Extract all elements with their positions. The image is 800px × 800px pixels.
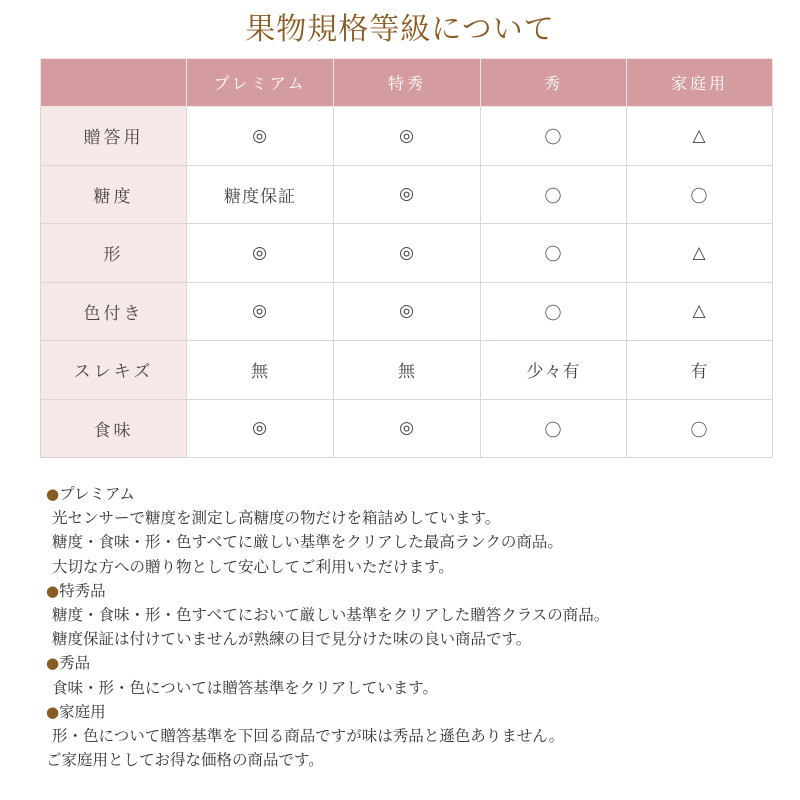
table-cell: 糖度保証 (187, 165, 334, 224)
table-row (41, 165, 773, 224)
table-cell: 無 (334, 341, 481, 400)
bullet-icon: ● (46, 702, 60, 721)
row-label: 色付き (41, 282, 187, 341)
table-cell: △ (627, 107, 773, 166)
table-cell: 〇 (627, 165, 773, 224)
table-cell: ◎ (187, 107, 334, 166)
grade-descriptions (46, 482, 776, 772)
section-title: プレミアム (59, 485, 135, 503)
section-heading-shu (46, 651, 776, 675)
table-cell: 有 (627, 341, 773, 400)
section-title: 特秀品 (59, 581, 106, 600)
bullet-icon: ● (46, 654, 60, 673)
description-line: 食味・形・色については贈答基準をクリアしています。 (52, 678, 438, 697)
description-line: 光センサーで糖度を測定し高糖度の物だけを箱詰めしています。 (52, 509, 501, 528)
column-header-tokushu: 特秀 (334, 59, 481, 107)
column-header-shu: 秀 (481, 59, 627, 107)
table-header-row (41, 59, 773, 107)
table-cell: ◎ (334, 399, 481, 458)
table-cell: ◎ (334, 107, 481, 166)
column-header-premium: プレミアム (187, 59, 334, 107)
table-cell: ◎ (334, 282, 481, 341)
grade-table (40, 58, 773, 458)
description-line: 形・色について贈答基準を下回る商品ですが味は秀品と遜色ありません。 (52, 727, 565, 746)
section-title: 秀品 (59, 654, 91, 673)
table-cell: △ (627, 282, 773, 341)
description-line: ご家庭用としてお得な価格の商品です。 (46, 751, 324, 770)
table-row (41, 282, 773, 341)
table-cell: ◎ (334, 165, 481, 224)
table-cell: ◎ (187, 224, 334, 283)
description-line: 糖度・食味・形・色すべてにおいて厳しい基準をクリアした贈答クラスの商品。 (52, 606, 610, 625)
table-row (41, 224, 773, 283)
table-cell: ◎ (187, 282, 334, 341)
row-label: 形 (41, 224, 187, 283)
table-cell: 少々有 (481, 341, 627, 400)
table-cell: 〇 (481, 107, 627, 166)
table-cell: 〇 (481, 224, 627, 283)
row-label: 食味 (41, 399, 187, 458)
table-cell: 〇 (627, 399, 773, 458)
table-cell: 〇 (481, 399, 627, 458)
description-line: 大切な方への贈り物として安心してご利用いただけます。 (52, 557, 454, 576)
bullet-icon: ● (46, 485, 60, 503)
table-row (41, 341, 773, 400)
row-label: 糖度 (41, 165, 187, 224)
description-line: 糖度・食味・形・色すべてに厳しい基準をクリアした最高ランクの商品。 (52, 533, 563, 552)
table-cell: ◎ (334, 224, 481, 283)
row-label: スレキズ (41, 341, 187, 400)
table-row (41, 399, 773, 458)
table-corner-cell (41, 59, 187, 107)
section-title: 家庭用 (59, 702, 106, 721)
section-heading-tokushu (46, 579, 776, 603)
description-line: 糖度保証は付けていませんが熟練の目で見分けた味の良い商品です。 (52, 630, 532, 649)
page-title: 果物規格等級について (245, 12, 555, 47)
bullet-icon: ● (46, 581, 60, 600)
table-cell: ◎ (187, 399, 334, 458)
table-cell: △ (627, 224, 773, 283)
table-cell: 〇 (481, 165, 627, 224)
table-cell: 〇 (481, 282, 627, 341)
row-label: 贈答用 (41, 107, 187, 166)
column-header-katei: 家庭用 (627, 59, 773, 107)
table-row (41, 107, 773, 166)
section-heading-katei (46, 700, 776, 724)
table-cell: 無 (187, 341, 334, 400)
section-heading-premium (46, 482, 776, 506)
